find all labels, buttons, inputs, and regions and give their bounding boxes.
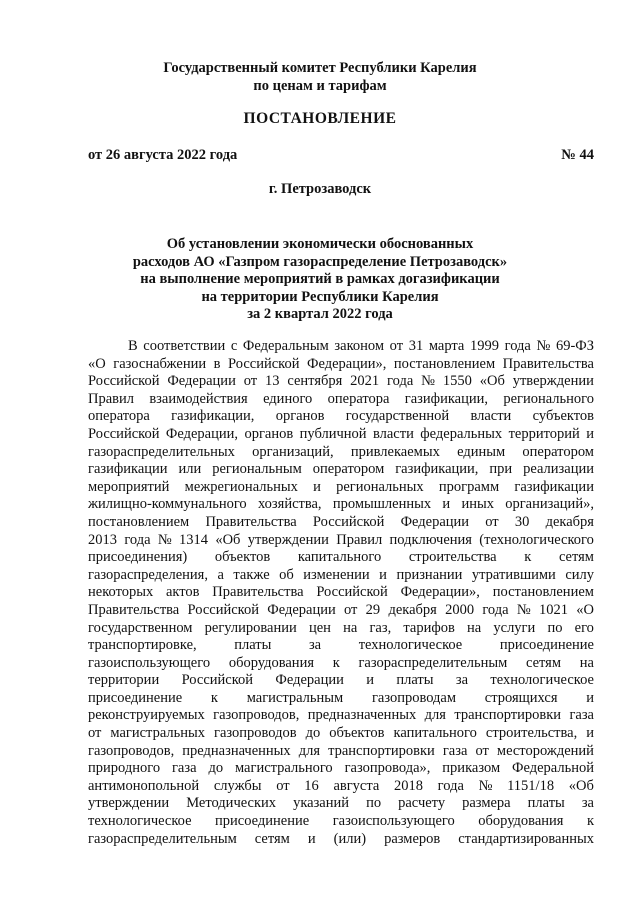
body-word: и — [586, 725, 594, 742]
body-word: органов — [244, 425, 294, 442]
body-word: Российской — [88, 373, 160, 390]
body-word: года — [387, 373, 414, 390]
body-word: № — [478, 777, 493, 794]
body-line — [88, 567, 594, 585]
body-word: 31 — [408, 338, 424, 354]
body-word: утверждении — [88, 795, 170, 812]
body-word: № — [157, 531, 172, 548]
body-word: при — [489, 461, 513, 478]
body-word: магистрального — [234, 760, 333, 777]
body-word: указаний — [293, 795, 350, 812]
title-line: Об установлении экономически обоснованных — [166, 236, 474, 252]
body-word: постановлением — [88, 513, 190, 530]
body-word: присоединения) — [88, 549, 188, 566]
body-word: за — [581, 795, 594, 812]
body-word: «Об — [568, 777, 594, 794]
body-word: 1021 — [538, 601, 568, 618]
body-word: присоединение — [499, 637, 594, 654]
body-word: Правил — [88, 390, 134, 407]
body-word: от — [344, 601, 358, 618]
body-word: газопроводов — [214, 725, 297, 742]
body-word: 69-ФЗ — [555, 338, 594, 354]
body-word: газа — [569, 707, 594, 724]
body-word: 2000 — [445, 601, 475, 618]
body-word: утратившими — [471, 566, 556, 583]
body-word: транспортировке, — [88, 637, 197, 654]
body-word: платы — [234, 637, 272, 654]
body-word: газификации, — [404, 390, 488, 407]
body-word: Федерации — [267, 601, 336, 618]
body-word: технологическое — [88, 813, 192, 830]
body-line — [88, 672, 594, 690]
body-word: технологическое — [358, 637, 463, 654]
body-word: на — [467, 619, 482, 636]
body-word: приказом — [442, 760, 501, 777]
body-line — [88, 479, 594, 497]
body-word: региональных — [336, 478, 424, 495]
body-word: В — [128, 338, 138, 354]
body-word: газоиспользующего — [332, 813, 455, 830]
body-word: газификации — [514, 478, 594, 495]
body-word: субъектов — [532, 408, 594, 425]
body-word: соответствии — [143, 338, 226, 354]
document-title — [0, 236, 640, 324]
body-word: или — [178, 461, 202, 478]
issuing-authority-line1: Государственный комитет Республики Карелия — [163, 60, 477, 76]
body-word: органов — [275, 408, 325, 425]
body-word: службы — [213, 777, 262, 794]
body-word: и — [586, 689, 594, 706]
body-word: природного — [88, 760, 161, 777]
title-line: за 2 квартал 2022 года — [247, 306, 393, 323]
body-word: взаимодействия — [149, 390, 248, 407]
body-word: декабря — [545, 513, 594, 530]
body-word: газопроводов, — [213, 707, 300, 724]
body-word: от — [276, 777, 290, 794]
body-word: газораспределительных — [88, 443, 235, 460]
body-word: к — [210, 689, 218, 706]
body-word: капитального — [393, 725, 477, 742]
body-word: 2013 — [88, 531, 117, 548]
body-word: межрегиональных — [184, 478, 298, 495]
body-word: единым — [457, 443, 506, 460]
body-word: от — [88, 725, 102, 742]
body-word: его — [574, 619, 594, 636]
body-word: а — [217, 566, 224, 583]
body-word: власти — [470, 408, 512, 425]
body-word: постановлением — [393, 355, 496, 372]
body-line — [88, 444, 594, 462]
body-line — [88, 408, 594, 426]
body-word: размеров — [384, 830, 441, 847]
body-word: технологическое — [490, 672, 594, 689]
body-word: Федерации — [400, 513, 470, 530]
body-word: от — [485, 513, 499, 530]
document-body — [88, 338, 594, 848]
body-word: для — [424, 707, 446, 724]
body-word: регионального — [503, 390, 594, 407]
body-word: декабря — [388, 601, 437, 618]
body-word: 2018 — [394, 777, 423, 794]
body-line — [88, 356, 594, 374]
body-word: «О — [576, 601, 594, 618]
body-word: иных — [461, 496, 494, 513]
body-word: от — [243, 373, 258, 390]
body-line — [88, 461, 594, 479]
body-word: газа — [171, 760, 197, 777]
body-word: за — [308, 637, 322, 654]
body-word: «О — [88, 355, 106, 372]
body-line — [88, 725, 594, 743]
body-word: антимонопольной — [88, 777, 200, 794]
body-word: марта — [428, 338, 465, 354]
body-word: и — [366, 672, 374, 689]
body-word: газораспределения, — [88, 566, 208, 583]
body-word: Федеральным — [242, 338, 329, 354]
body-word: и — [586, 425, 594, 442]
body-word: силу — [565, 566, 594, 583]
body-word: единого — [263, 390, 313, 407]
body-line — [88, 778, 594, 796]
body-word: транспортировки — [454, 707, 562, 724]
body-word: 2021 — [350, 373, 380, 390]
document-city: г. Петрозаводск — [268, 181, 372, 197]
body-word: объектов — [329, 725, 385, 742]
body-line — [88, 813, 594, 831]
body-word: подключения — [389, 531, 472, 548]
body-word: газоиспользующего — [88, 654, 211, 671]
body-line — [88, 795, 594, 813]
body-word: «Об — [479, 373, 505, 390]
body-word: регулировании — [204, 619, 297, 636]
body-word: сетям — [558, 549, 594, 566]
body-word: оператора — [88, 408, 150, 425]
body-word: расчету — [398, 795, 446, 812]
body-word: 30 — [514, 513, 530, 530]
body-word: оператора — [327, 390, 390, 407]
body-word: 1999 — [469, 338, 499, 354]
body-word: сетям — [525, 654, 562, 671]
body-word: присоединение — [88, 689, 183, 706]
body-word: Российской — [181, 672, 254, 689]
body-word: в — [213, 355, 221, 372]
body-word: транспортировки — [328, 742, 435, 759]
body-word: реализации — [523, 461, 594, 478]
body-word: утверждении — [247, 531, 329, 548]
body-word: (технологического — [479, 531, 594, 548]
body-word: некоторых — [88, 584, 154, 601]
body-line — [88, 743, 594, 761]
body-word: № — [421, 373, 435, 390]
body-word: № — [516, 601, 531, 618]
body-word: также — [233, 566, 270, 583]
body-word: присоединение — [215, 813, 310, 830]
body-word: объектов — [214, 549, 271, 566]
body-word: государственном — [88, 619, 193, 636]
body-word: сетям — [254, 830, 290, 847]
body-word: федеральных — [420, 425, 503, 442]
body-word: месторождений — [496, 742, 594, 759]
body-word: к — [332, 654, 340, 671]
body-word: года — [504, 338, 531, 354]
body-word: Методических — [186, 795, 277, 812]
body-word: Российской — [88, 425, 160, 442]
body-word: Правительства — [205, 513, 297, 530]
body-line — [88, 496, 594, 514]
body-line — [88, 620, 594, 638]
body-word: Федерации, — [165, 425, 239, 442]
body-word: с — [230, 338, 238, 354]
body-word: хозяйства, — [257, 496, 322, 513]
body-word: оборудования — [478, 813, 564, 830]
body-word: августа — [333, 777, 380, 794]
body-line — [88, 584, 594, 602]
body-word: привлекаемых — [350, 443, 440, 460]
body-word: организаций», — [505, 496, 594, 513]
body-word: изменении — [303, 566, 370, 583]
document-number: № 44 — [561, 147, 594, 163]
body-line — [88, 655, 594, 673]
body-word: (или) — [333, 830, 367, 847]
body-word: платы — [396, 672, 434, 689]
body-line — [88, 514, 594, 532]
body-word: газоснабжении — [113, 355, 207, 372]
body-word: газопроводам — [371, 689, 457, 706]
body-word: газификации, — [171, 408, 255, 425]
body-word: магистральным — [246, 689, 344, 706]
body-word: государственной — [345, 408, 450, 425]
body-word: Российской — [312, 513, 385, 530]
body-word: 13 — [264, 373, 280, 390]
title-line: на выполнение мероприятий в рамках догазификации — [140, 271, 500, 288]
body-word: предназначенных — [182, 742, 291, 759]
body-word: Федерации — [275, 672, 344, 689]
body-line — [88, 532, 594, 550]
body-word: газораспределительным — [88, 830, 237, 847]
body-word: до — [208, 760, 224, 777]
body-word: 29 — [365, 601, 381, 618]
body-word: организаций, — [252, 443, 334, 460]
body-word: Российской — [187, 601, 259, 618]
body-line — [88, 831, 594, 849]
body-word: и — [442, 496, 451, 513]
date-number-line — [88, 146, 594, 164]
body-word: года — [482, 601, 509, 618]
body-word: постановлением — [492, 584, 594, 601]
body-word: Федерации», — [400, 584, 480, 601]
body-word: газопровода», — [344, 760, 431, 777]
body-word: законом — [334, 338, 385, 354]
body-word: за — [455, 672, 469, 689]
body-line — [88, 690, 594, 708]
body-line — [88, 391, 594, 409]
body-word: «Об — [215, 531, 241, 548]
body-word: платы — [527, 795, 565, 812]
body-line — [88, 707, 594, 725]
body-word: газа — [442, 742, 468, 759]
body-line — [88, 549, 594, 567]
body-word: актов — [165, 584, 200, 601]
body-word: территорий — [508, 425, 580, 442]
body-word: газификации, — [395, 461, 479, 478]
body-word: оператором — [312, 461, 385, 478]
body-word: года — [124, 531, 151, 548]
body-word: до — [305, 725, 321, 742]
body-word: цен — [308, 619, 331, 636]
body-word: капитального — [297, 549, 382, 566]
body-word: Правительства — [212, 584, 304, 601]
body-word: признании — [396, 566, 463, 583]
body-word: газификации — [88, 461, 168, 478]
body-word: по — [366, 795, 382, 812]
body-word: услуги — [493, 619, 536, 636]
body-word: Правил — [336, 531, 383, 548]
body-word: строительства, — [485, 725, 578, 742]
body-word: 16 — [304, 777, 319, 794]
document-date: от 26 августа 2022 года — [88, 147, 238, 163]
body-word: Российской — [316, 584, 388, 601]
body-word: от — [475, 742, 489, 759]
issuing-authority-line2: по ценам и тарифам — [253, 78, 387, 94]
title-line: расходов АО «Газпром газораспределение Петрозаводск» — [132, 253, 508, 270]
body-word: Правительства — [502, 355, 594, 372]
body-word: Федерации», — [307, 355, 387, 372]
body-word: об — [279, 566, 294, 583]
body-line — [88, 426, 594, 444]
body-word: на — [343, 619, 358, 636]
body-word: региональным — [212, 461, 302, 478]
body-word: 1550 — [442, 373, 472, 390]
body-word: стандартизированных — [458, 830, 594, 847]
body-word: магистральных — [110, 725, 205, 742]
body-word: газ, — [369, 619, 392, 636]
body-word: для — [298, 742, 321, 759]
body-word: оператором — [522, 443, 594, 460]
title-line: на территории Республики Карелия — [201, 288, 439, 305]
body-word: газораспределительным — [358, 654, 508, 671]
body-word: оборудования — [228, 654, 314, 671]
body-word: 1151/18 — [507, 777, 555, 794]
body-word: к — [586, 813, 594, 830]
body-word: мероприятий — [88, 478, 170, 495]
body-word: реконструируемых — [88, 707, 205, 724]
body-line — [88, 338, 594, 356]
body-word: к — [524, 549, 532, 566]
body-word: публичной — [299, 425, 367, 442]
body-word: программ — [438, 478, 500, 495]
body-word: Правительства — [88, 601, 180, 618]
body-word: и — [379, 566, 387, 583]
body-word: размера — [462, 795, 511, 812]
body-word: сентября — [287, 373, 343, 390]
body-word: промышленных — [332, 496, 432, 513]
body-line — [88, 760, 594, 778]
body-word: территории — [88, 672, 160, 689]
body-word: на — [579, 654, 594, 671]
body-word: Федеральной — [512, 760, 594, 777]
body-word: предназначенных — [307, 707, 417, 724]
body-line — [88, 602, 594, 620]
body-word: и — [313, 478, 321, 495]
body-word: от — [389, 338, 404, 354]
body-word: № — [536, 338, 551, 354]
body-word: строительства — [408, 549, 497, 566]
body-word: 1314 — [179, 531, 209, 548]
body-line — [88, 637, 594, 655]
body-line — [88, 373, 594, 391]
body-word: строящихся — [484, 689, 558, 706]
body-word: власти — [372, 425, 414, 442]
body-word: жилищно-коммунального — [88, 496, 247, 513]
body-word: тарифов — [403, 619, 455, 636]
body-word: Российской — [228, 355, 300, 372]
body-word: года — [437, 777, 464, 794]
document-type: ПОСТАНОВЛЕНИЕ — [243, 110, 397, 127]
body-word: газопроводов, — [88, 742, 175, 759]
body-word: Федерации — [167, 373, 236, 390]
body-word: по — [547, 619, 563, 636]
body-word: утверждении — [512, 373, 594, 390]
body-word: и — [307, 830, 316, 847]
